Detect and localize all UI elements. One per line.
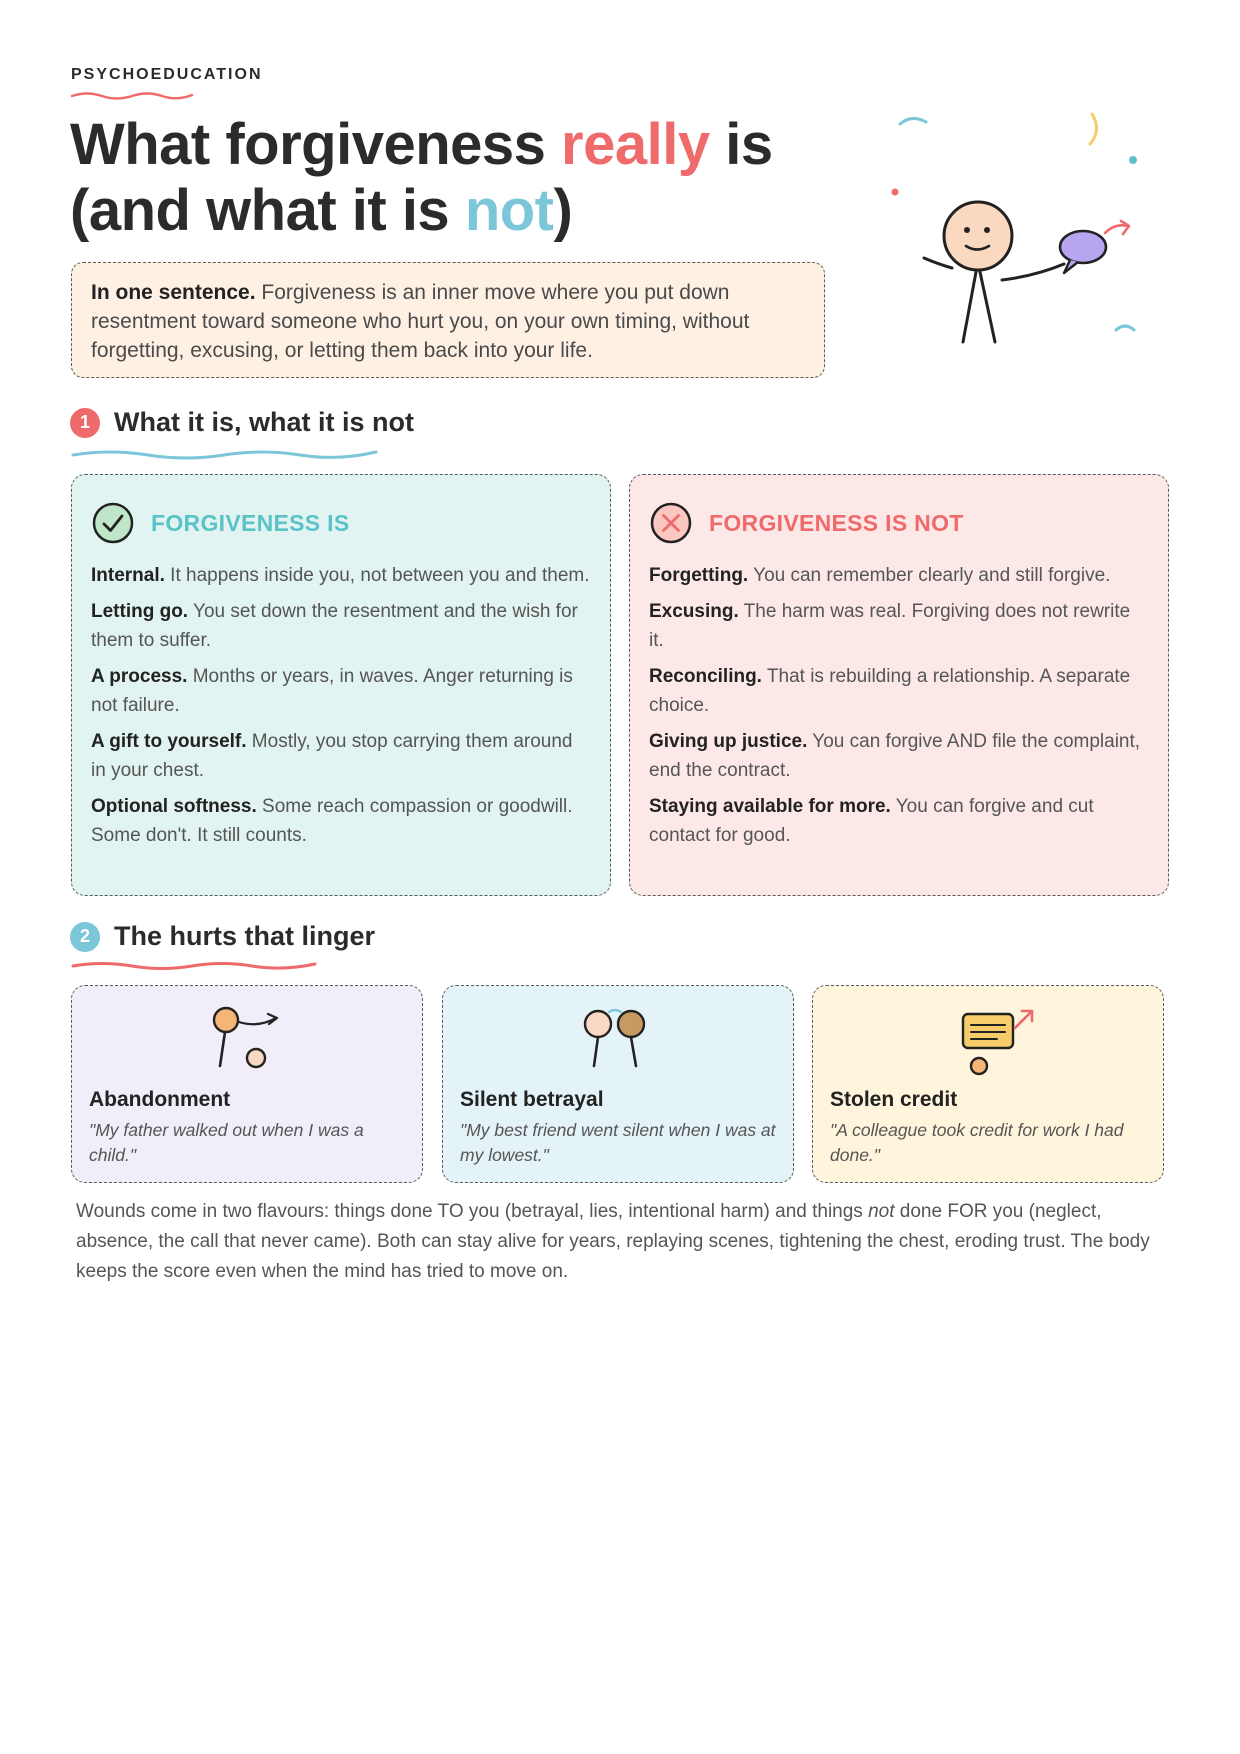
- item-term: A gift to yourself.: [91, 731, 247, 752]
- item-term: Excusing.: [649, 601, 739, 622]
- item-term: Optional softness.: [91, 796, 257, 817]
- two-figures-icon: [579, 1002, 659, 1082]
- list-item: [91, 792, 591, 850]
- title-part-1: What forgiveness: [70, 112, 562, 177]
- list-item: [91, 662, 591, 720]
- title-accent-not: not: [464, 178, 554, 243]
- forgiveness-is-heading: FORGIVENESS IS: [151, 509, 350, 536]
- page-title: [70, 112, 850, 244]
- item-term: Forgetting.: [649, 565, 749, 586]
- item-term: Letting go.: [91, 601, 189, 622]
- hurt-card-abandonment: [71, 985, 423, 1183]
- item-term: Staying available for more.: [649, 796, 891, 817]
- paragraph-part-1: Wounds come in two flavours: things done TO you (betrayal, lies, intentional harm) and things: [76, 1201, 869, 1222]
- forgiveness-is-not-panel: [629, 474, 1169, 896]
- section-2-squiggle-underline: [70, 959, 320, 973]
- item-description: You can forgive and cut contact for good.: [649, 796, 1094, 846]
- card-quote: "My best friend went silent when I was at my lowest.": [460, 1120, 776, 1165]
- forgiveness-is-list: [91, 561, 591, 850]
- forgiveness-is-header: [91, 501, 591, 545]
- card-quote: "My father walked out when I was a child.": [89, 1120, 364, 1165]
- x-circle-icon: [649, 501, 693, 545]
- section-1-header: [70, 407, 414, 438]
- item-term: Reconciling.: [649, 666, 762, 687]
- stick-figure-speech-illustration: [880, 100, 1170, 360]
- title-part-2: is: [709, 112, 773, 177]
- summary-lead: In one sentence.: [91, 281, 256, 304]
- check-circle-icon: [91, 501, 135, 545]
- item-description: It happens inside you, not between you and them.: [164, 565, 590, 586]
- hurt-card-silent-betrayal: [442, 985, 794, 1183]
- item-description: Months or years, in waves. Anger returning is not failure.: [91, 666, 573, 716]
- forgiveness-is-not-list: [649, 561, 1149, 850]
- title-part-4: ): [553, 178, 573, 243]
- list-item: [91, 597, 591, 655]
- section-1-number-badge: 1: [70, 408, 100, 438]
- item-description: That is rebuilding a relationship. A separate choice.: [649, 666, 1131, 716]
- list-item: [649, 561, 1149, 590]
- card-title: Silent betrayal: [460, 1088, 604, 1111]
- item-description: The harm was real. Forgiving does not rewrite it.: [649, 601, 1131, 651]
- card-quote: "A colleague took credit for work I had done.": [830, 1120, 1124, 1165]
- item-description: You can remember clearly and still forgive.: [748, 565, 1111, 586]
- summary-text: Forgiveness is an inner move where you put down resentment toward someone who hurt you, on your own timing, without forgetting, excusing, or letting them back into your life.: [91, 281, 750, 362]
- card-title: Abandonment: [89, 1088, 231, 1111]
- item-description: You set down the resentment and the wish for them to suffer.: [91, 601, 578, 651]
- section-1-squiggle-underline: [70, 447, 380, 461]
- section-2-title: The hurts that linger: [114, 921, 376, 951]
- eyebrow-label: PSYCHOEDUCATION: [71, 66, 263, 83]
- item-description: You can forgive AND file the complaint, end the contract.: [649, 731, 1141, 781]
- item-term: Giving up justice.: [649, 731, 808, 752]
- paragraph-part-2: done FOR you (neglect, absence, the call that never came). Both can stay alive for years, replaying scenes, tightening the chest, eroding trust. The body keeps the score even when the mind has tried to move on.: [76, 1201, 1150, 1282]
- title-part-3: (and what it is: [70, 178, 465, 243]
- list-item: [649, 662, 1149, 720]
- item-term: Internal.: [91, 565, 165, 586]
- section-2-number-badge: 2: [70, 922, 100, 952]
- list-item: [649, 727, 1149, 785]
- forgiveness-is-not-heading: FORGIVENESS IS NOT: [709, 509, 964, 536]
- paragraph-emphasis: not: [868, 1201, 895, 1222]
- list-item: [91, 727, 591, 785]
- forgiveness-is-not-header: [649, 501, 1149, 545]
- eyebrow-squiggle-underline: [70, 90, 195, 100]
- section-1-title: What it is, what it is not: [114, 407, 414, 437]
- list-item: [91, 561, 591, 590]
- list-item: [649, 597, 1149, 655]
- summary-callout: [71, 262, 825, 378]
- item-term: A process.: [91, 666, 188, 687]
- item-description: Some reach compassion or goodwill. Some don't. It still counts.: [91, 796, 573, 846]
- title-accent-really: really: [561, 112, 710, 177]
- forgiveness-is-panel: [71, 474, 611, 896]
- section-2-header: [70, 921, 375, 952]
- hurt-card-stolen-credit: [812, 985, 1164, 1183]
- document-arrow-icon: [959, 1002, 1039, 1082]
- abandonment-figures-icon: [212, 1002, 292, 1082]
- wounds-paragraph: [76, 1197, 1166, 1287]
- card-title: Stolen credit: [830, 1088, 958, 1111]
- item-description: Mostly, you stop carrying them around in your chest.: [91, 731, 573, 781]
- list-item: [649, 792, 1149, 850]
